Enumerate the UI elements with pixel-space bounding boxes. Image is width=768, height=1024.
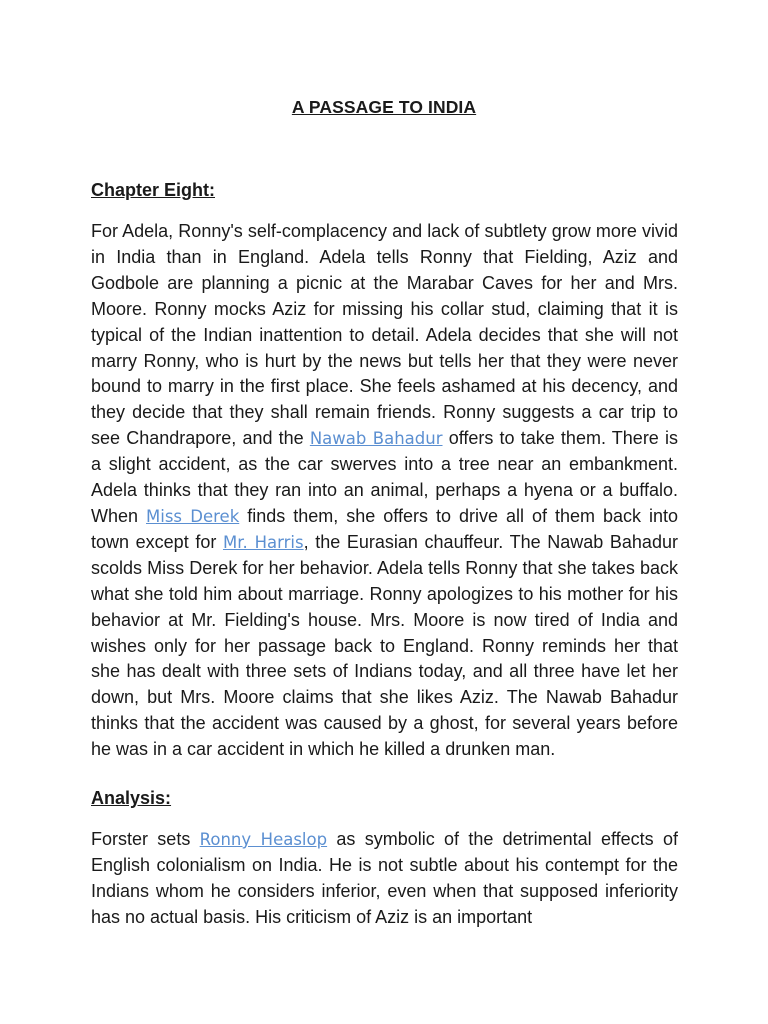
summary-text-2: offers to take them. There is a slight accident, as the car swerves into a tree near an embankment. Adela thinks that they ran into an animal, perhaps a hyena or a buffalo. When — [91, 428, 678, 526]
summary-text-1: For Adela, Ronny's self-complacency and lack of subtlety grow more vivid in India than in England. Adela tells Ronny that Fielding, Aziz and Godbole are planning a picnic at the Marabar Caves for her and Mrs. Moore. Ronny mocks Aziz for missing his collar stud, claiming that it is typical of the Indian inattention to detail. Adela decides that she will not marry Ronny, who is hurt by the news but tells her that they were never bound to marry in the first place. She feels ashamed at his decency, and they decide that they shall remain friends. Ronny suggests a car trip to see Chandrapore, and the — [91, 221, 678, 449]
mr-harris-link[interactable]: Mr. Harris — [222, 532, 304, 552]
analysis-text-2: as symbolic of the detrimental effects of English colonialism on India. He is not subtle about his contempt for the Indians whom he considers inferior, even when that supposed inferiority has no actual basis. His criticism of Aziz is an important — [91, 829, 678, 927]
summary-text-3: finds them, she offers to drive all of them back into town except for — [91, 505, 678, 552]
summary-paragraph — [91, 219, 678, 763]
nawab-bahadur-link[interactable]: Nawab Bahadur — [309, 429, 443, 449]
analysis-heading: Analysis: — [91, 788, 172, 808]
analysis-paragraph — [91, 827, 678, 937]
analysis-text-1: Forster sets — [91, 829, 200, 849]
document-title: A PASSAGE TO INDIA — [291, 97, 477, 117]
summary-text-4: , the Eurasian chauffeur. The Nawab Bahadur scolds Miss Derek for her behavior. Adela tells Ronny that she takes back what she told him about marriage. Ronny apologizes to his mother for his behavior at Mr. Fielding's house. Mrs. Moore is now tired of India and wishes only for her passage back to England. Ronny reminds her that she has dealt with three sets of Indians today, and all three have let her down, but Mrs. Moore claims that she likes Aziz. The Nawab Bahadur thinks that the accident was caused by a ghost, for several years before he was in a car accident in which he killed a drunken man. — [91, 531, 678, 760]
ronny-heaslop-link[interactable]: Ronny Heaslop — [199, 830, 328, 849]
chapter-heading: Chapter Eight: — [91, 180, 215, 200]
miss-derek-link[interactable]: Miss Derek — [146, 506, 240, 526]
